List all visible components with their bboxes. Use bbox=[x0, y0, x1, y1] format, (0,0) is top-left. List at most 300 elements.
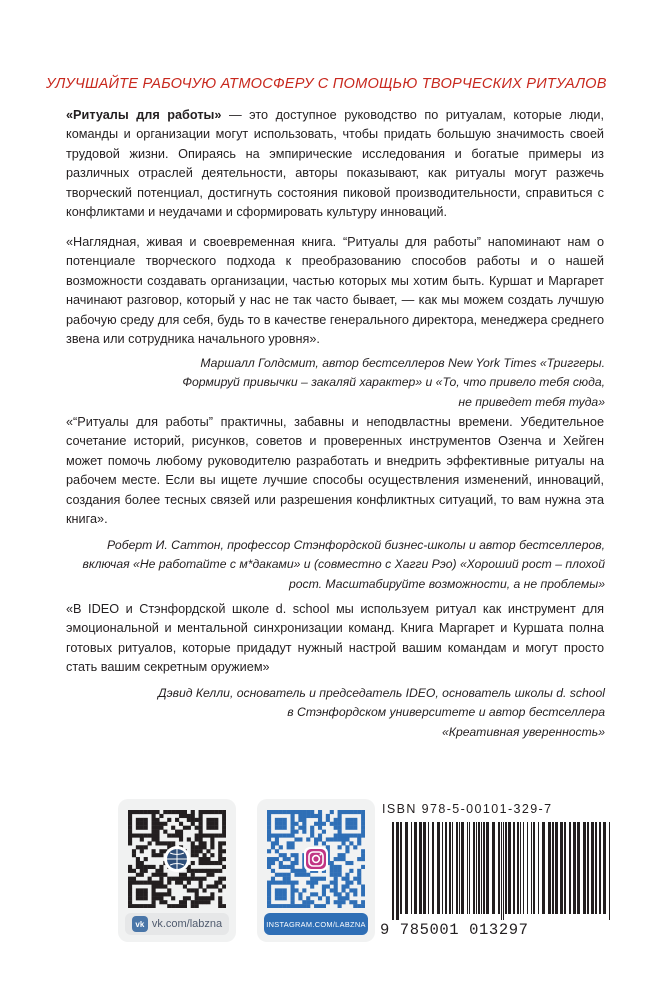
qr-module bbox=[283, 873, 287, 877]
qr-module bbox=[144, 818, 148, 822]
qr-module bbox=[291, 888, 295, 892]
qr-module bbox=[167, 888, 171, 892]
qr-module bbox=[341, 877, 345, 881]
qr-module bbox=[306, 900, 310, 904]
barcode-bar bbox=[548, 822, 551, 914]
qr-module bbox=[199, 881, 203, 885]
qr-module bbox=[210, 853, 214, 857]
qr-module bbox=[271, 861, 275, 865]
qr-module bbox=[318, 877, 322, 881]
qr-module bbox=[171, 810, 175, 814]
qr-module bbox=[195, 834, 199, 838]
qr-module bbox=[287, 841, 291, 845]
qr-module bbox=[159, 892, 163, 896]
qr-module bbox=[334, 869, 338, 873]
qr-module bbox=[287, 904, 291, 908]
qr-module bbox=[330, 810, 334, 814]
barcode-bar bbox=[461, 822, 464, 914]
barcode-bar bbox=[564, 822, 566, 914]
qr-module bbox=[136, 818, 140, 822]
vk-qr-code[interactable] bbox=[128, 810, 226, 908]
barcode-digits: 9 785001 013297 bbox=[380, 921, 529, 939]
barcode-bar bbox=[486, 822, 489, 914]
instagram-link[interactable] bbox=[264, 913, 368, 935]
qr-module bbox=[187, 869, 191, 873]
qr-module bbox=[136, 896, 140, 900]
qr-module bbox=[218, 845, 222, 849]
qr-module bbox=[310, 830, 314, 834]
qr-module bbox=[206, 884, 210, 888]
qr-module bbox=[361, 830, 365, 834]
qr-module bbox=[206, 834, 210, 838]
vk-qr-card[interactable] bbox=[118, 799, 236, 942]
qr-module bbox=[222, 822, 226, 826]
qr-module bbox=[291, 845, 295, 849]
qr-module bbox=[144, 881, 148, 885]
qr-module bbox=[202, 877, 206, 881]
barcode-bar bbox=[609, 822, 610, 920]
qr-module bbox=[222, 865, 226, 869]
qr-module bbox=[298, 837, 302, 841]
qr-module bbox=[279, 826, 283, 830]
qr-module bbox=[144, 834, 148, 838]
qr-module bbox=[341, 834, 345, 838]
qr-module bbox=[353, 877, 357, 881]
qr-module bbox=[191, 869, 195, 873]
qr-module bbox=[302, 830, 306, 834]
qr-module bbox=[294, 888, 298, 892]
qr-module bbox=[338, 845, 342, 849]
barcode-bar bbox=[396, 822, 399, 920]
qr-module bbox=[163, 900, 167, 904]
qr-module bbox=[267, 881, 271, 885]
qr-module bbox=[271, 857, 275, 861]
vk-logo-icon: vk bbox=[132, 916, 148, 932]
qr-module bbox=[353, 826, 357, 830]
barcode-bar bbox=[591, 822, 594, 914]
qr-module bbox=[334, 818, 338, 822]
barcode-bar bbox=[505, 822, 507, 914]
qr-module bbox=[136, 810, 140, 814]
qr-module bbox=[140, 849, 144, 853]
qr-module bbox=[202, 845, 206, 849]
qr-module bbox=[210, 834, 214, 838]
qr-module bbox=[199, 845, 203, 849]
qr-module bbox=[140, 834, 144, 838]
qr-module bbox=[275, 822, 279, 826]
qr-module bbox=[199, 826, 203, 830]
qr-module bbox=[140, 822, 144, 826]
qr-module bbox=[136, 865, 140, 869]
qr-module bbox=[199, 877, 203, 881]
qr-module bbox=[163, 822, 167, 826]
qr-module bbox=[345, 822, 349, 826]
barcode-bar bbox=[481, 822, 482, 914]
qr-module bbox=[334, 888, 338, 892]
qr-module bbox=[310, 834, 314, 838]
qr-module bbox=[214, 818, 218, 822]
attribution-line: в Стэнфордском университете и автор бестселлера bbox=[287, 705, 605, 720]
qr-module bbox=[202, 900, 206, 904]
qr-module bbox=[334, 873, 338, 877]
qr-module bbox=[357, 904, 361, 908]
qr-module bbox=[306, 810, 310, 814]
qr-module bbox=[140, 888, 144, 892]
qr-module bbox=[210, 822, 214, 826]
qr-module bbox=[144, 826, 148, 830]
qr-module bbox=[294, 822, 298, 826]
qr-module bbox=[361, 822, 365, 826]
qr-module bbox=[361, 826, 365, 830]
qr-module bbox=[267, 814, 271, 818]
qr-module bbox=[152, 865, 156, 869]
review-attribution-1 bbox=[65, 354, 605, 412]
qr-module bbox=[310, 892, 314, 896]
qr-module bbox=[353, 834, 357, 838]
qr-module bbox=[163, 892, 167, 896]
qr-module bbox=[183, 904, 187, 908]
qr-module bbox=[318, 837, 322, 841]
qr-module bbox=[195, 845, 199, 849]
qr-module bbox=[167, 841, 171, 845]
qr-module bbox=[267, 892, 271, 896]
qr-module bbox=[318, 834, 322, 838]
qr-module bbox=[310, 810, 314, 814]
barcode-bar bbox=[583, 822, 586, 914]
barcode-bar bbox=[473, 822, 475, 914]
qr-module bbox=[218, 841, 222, 845]
qr-module bbox=[291, 892, 295, 896]
qr-module bbox=[218, 881, 222, 885]
qr-module bbox=[275, 837, 279, 841]
qr-module bbox=[326, 900, 330, 904]
qr-module bbox=[361, 810, 365, 814]
qr-module bbox=[310, 884, 314, 888]
barcode-bar bbox=[527, 822, 528, 914]
qr-module bbox=[152, 873, 156, 877]
qr-module bbox=[334, 865, 338, 869]
qr-module bbox=[155, 826, 159, 830]
barcode-bar bbox=[483, 822, 485, 914]
qr-module bbox=[341, 884, 345, 888]
qr-module bbox=[271, 841, 275, 845]
isbn-label: ISBN 978-5-00101-329-7 bbox=[382, 802, 553, 816]
barcode-bar bbox=[538, 822, 539, 914]
qr-module bbox=[159, 877, 163, 881]
qr-module bbox=[152, 837, 156, 841]
qr-module bbox=[167, 818, 171, 822]
qr-module bbox=[279, 861, 283, 865]
qr-module bbox=[206, 873, 210, 877]
qr-module bbox=[202, 861, 206, 865]
qr-module bbox=[271, 869, 275, 873]
qr-module bbox=[279, 818, 283, 822]
qr-module bbox=[183, 900, 187, 904]
qr-module bbox=[283, 818, 287, 822]
qr-module bbox=[132, 877, 136, 881]
qr-module bbox=[191, 904, 195, 908]
qr-module bbox=[353, 845, 357, 849]
qr-module bbox=[318, 822, 322, 826]
qr-module bbox=[155, 810, 159, 814]
qr-module bbox=[128, 884, 132, 888]
qr-module bbox=[326, 845, 330, 849]
qr-module bbox=[144, 892, 148, 896]
qr-module bbox=[199, 861, 203, 865]
qr-module bbox=[144, 857, 148, 861]
qr-module bbox=[349, 818, 353, 822]
qr-module bbox=[132, 810, 136, 814]
qr-module bbox=[349, 900, 353, 904]
qr-module bbox=[338, 869, 342, 873]
qr-module bbox=[187, 814, 191, 818]
qr-module bbox=[334, 822, 338, 826]
qr-module bbox=[218, 896, 222, 900]
qr-module bbox=[353, 900, 357, 904]
barcode-bar bbox=[405, 822, 408, 914]
qr-module bbox=[199, 896, 203, 900]
attribution-line: «Креативная уверенность» bbox=[442, 724, 605, 739]
qr-module bbox=[128, 841, 132, 845]
qr-module bbox=[195, 900, 199, 904]
qr-module bbox=[345, 892, 349, 896]
barcode-bar bbox=[411, 822, 412, 914]
qr-module bbox=[338, 837, 342, 841]
qr-module bbox=[128, 830, 132, 834]
qr-module bbox=[171, 896, 175, 900]
qr-module bbox=[214, 826, 218, 830]
qr-module bbox=[291, 896, 295, 900]
barcode-bar bbox=[523, 822, 524, 914]
qr-module bbox=[361, 857, 365, 861]
qr-module bbox=[183, 873, 187, 877]
qr-module bbox=[155, 834, 159, 838]
qr-module bbox=[283, 822, 287, 826]
headline: УЛУЧШАЙТЕ РАБОЧУЮ АТМОСФЕРУ С ПОМОЩЬЮ ТВОРЧЕСКИХ РИТУАЛОВ bbox=[46, 76, 607, 92]
qr-module bbox=[326, 818, 330, 822]
qr-module bbox=[210, 845, 214, 849]
qr-module bbox=[148, 865, 152, 869]
qr-module bbox=[218, 877, 222, 881]
qr-module bbox=[306, 904, 310, 908]
qr-module bbox=[167, 892, 171, 896]
qr-module bbox=[191, 845, 195, 849]
qr-module bbox=[267, 888, 271, 892]
qr-module bbox=[294, 861, 298, 865]
barcode-bar bbox=[577, 822, 580, 914]
qr-module bbox=[214, 881, 218, 885]
qr-module bbox=[338, 900, 342, 904]
qr-module bbox=[330, 861, 334, 865]
qr-module bbox=[310, 826, 314, 830]
qr-module bbox=[191, 888, 195, 892]
qr-module bbox=[144, 888, 148, 892]
qr-module bbox=[267, 865, 271, 869]
qr-module bbox=[132, 904, 136, 908]
qr-module bbox=[361, 904, 365, 908]
qr-module bbox=[152, 884, 156, 888]
qr-module bbox=[283, 810, 287, 814]
qr-module bbox=[291, 834, 295, 838]
barcode-bar bbox=[423, 822, 426, 914]
qr-module bbox=[334, 826, 338, 830]
qr-module bbox=[214, 822, 218, 826]
qr-module bbox=[195, 877, 199, 881]
qr-module bbox=[271, 845, 275, 849]
qr-module bbox=[314, 814, 318, 818]
review-quote-1: «Наглядная, живая и своевременная книга. “Ритуалы для работы” напоминают нам о потенциале творческого подхода к преобразованию способов работы и о нашей возможности создавать организации, частью которых мы хотим быть. Куршат и Маргарет начинают разговор, который у нас не так часто бывает, — как мы можем создать лучшую рабочую среду для себя, будь то в качестве генерального директора, менеджера среднего звена или сотрудника начального уровня». bbox=[66, 235, 604, 347]
qr-module bbox=[155, 818, 159, 822]
qr-module bbox=[357, 810, 361, 814]
qr-module bbox=[357, 841, 361, 845]
qr-module bbox=[349, 869, 353, 873]
qr-module bbox=[361, 892, 365, 896]
qr-module bbox=[334, 834, 338, 838]
qr-module bbox=[210, 892, 214, 896]
qr-module bbox=[187, 837, 191, 841]
qr-module bbox=[330, 865, 334, 869]
qr-module bbox=[302, 814, 306, 818]
qr-module bbox=[291, 900, 295, 904]
qr-module bbox=[291, 826, 295, 830]
qr-module bbox=[287, 873, 291, 877]
qr-module bbox=[202, 841, 206, 845]
qr-module bbox=[199, 837, 203, 841]
qr-module bbox=[210, 826, 214, 830]
qr-module bbox=[267, 830, 271, 834]
barcode-bar bbox=[437, 822, 440, 914]
instagram-qr-card[interactable] bbox=[257, 799, 375, 942]
qr-module bbox=[314, 904, 318, 908]
qr-module bbox=[148, 834, 152, 838]
qr-module bbox=[179, 810, 183, 814]
vk-link[interactable] bbox=[125, 913, 229, 935]
barcode-bar bbox=[492, 822, 495, 914]
qr-module bbox=[132, 834, 136, 838]
qr-module bbox=[267, 900, 271, 904]
qr-module bbox=[302, 888, 306, 892]
qr-module bbox=[283, 857, 287, 861]
qr-module bbox=[183, 884, 187, 888]
qr-module bbox=[361, 814, 365, 818]
attribution-line: Роберт И. Саттон, профессор Стэнфордской бизнес-школы и автор бестселлеров, bbox=[106, 538, 605, 552]
qr-module bbox=[210, 884, 214, 888]
qr-module bbox=[155, 837, 159, 841]
qr-module bbox=[302, 810, 306, 814]
qr-module bbox=[361, 849, 365, 853]
qr-module bbox=[271, 877, 275, 881]
qr-module bbox=[334, 877, 338, 881]
qr-module bbox=[195, 849, 199, 853]
barcode-bar bbox=[533, 822, 535, 914]
qr-module bbox=[318, 810, 322, 814]
qr-module bbox=[318, 814, 322, 818]
qr-module bbox=[152, 834, 156, 838]
qr-module bbox=[206, 818, 210, 822]
qr-module bbox=[175, 834, 179, 838]
qr-module bbox=[206, 861, 210, 865]
qr-module bbox=[183, 810, 187, 814]
qr-module bbox=[334, 884, 338, 888]
qr-module bbox=[159, 896, 163, 900]
barcode-bar bbox=[469, 822, 470, 914]
qr-module bbox=[144, 865, 148, 869]
attribution-line: не приведет тебя туда» bbox=[458, 394, 605, 409]
qr-module bbox=[218, 869, 222, 873]
qr-module bbox=[210, 837, 214, 841]
qr-module bbox=[302, 900, 306, 904]
qr-module bbox=[275, 888, 279, 892]
qr-module bbox=[136, 861, 140, 865]
qr-module bbox=[128, 826, 132, 830]
qr-module bbox=[206, 896, 210, 900]
qr-module bbox=[179, 814, 183, 818]
qr-module bbox=[279, 888, 283, 892]
qr-module bbox=[298, 904, 302, 908]
qr-module bbox=[155, 892, 159, 896]
qr-module bbox=[155, 873, 159, 877]
qr-module bbox=[291, 904, 295, 908]
qr-module bbox=[179, 822, 183, 826]
qr-module bbox=[341, 857, 345, 861]
qr-module bbox=[361, 834, 365, 838]
qr-module bbox=[302, 869, 306, 873]
barcode-bar bbox=[552, 822, 554, 914]
qr-module bbox=[195, 896, 199, 900]
qr-module bbox=[140, 881, 144, 885]
qr-module bbox=[271, 810, 275, 814]
qr-module bbox=[357, 857, 361, 861]
barcode-bar bbox=[478, 822, 480, 914]
qr-module bbox=[275, 881, 279, 885]
qr-module bbox=[267, 904, 271, 908]
qr-module bbox=[128, 834, 132, 838]
qr-module bbox=[195, 818, 199, 822]
instagram-qr-code[interactable] bbox=[267, 810, 365, 908]
qr-module bbox=[167, 881, 171, 885]
qr-module bbox=[140, 896, 144, 900]
barcode-bar bbox=[531, 822, 532, 914]
barcode-bar bbox=[428, 822, 429, 914]
qr-module bbox=[128, 904, 132, 908]
qr-module bbox=[349, 822, 353, 826]
qr-module bbox=[202, 853, 206, 857]
qr-module bbox=[140, 873, 144, 877]
qr-module bbox=[338, 810, 342, 814]
qr-module bbox=[345, 845, 349, 849]
qr-module bbox=[159, 822, 163, 826]
review-quote-3: «В IDEO и Стэнфордской школе d. school мы используем ритуал как инструмент для эмоциональной и ментальной синхронизации команд. Книга Маргарет и Куршата полна готовых ритуалов, которые придадут нужный настрой вашим командам и могут просто стать вашим секретным оружием» bbox=[66, 602, 604, 675]
qr-module bbox=[218, 853, 222, 857]
qr-module bbox=[279, 892, 283, 896]
qr-module bbox=[222, 810, 226, 814]
qr-module bbox=[291, 853, 295, 857]
qr-module bbox=[191, 822, 195, 826]
qr-module bbox=[144, 810, 148, 814]
qr-module bbox=[136, 892, 140, 896]
qr-module bbox=[294, 830, 298, 834]
vk-label: vk.com/labzna bbox=[151, 918, 223, 930]
qr-module bbox=[353, 818, 357, 822]
review-quote-2: «“Ритуалы для работы” практичны, забавны и неподвластны времени. Убедительное сочетание историй, рисунков, советов и проверенных инструментов Озенча и Хейген может помочь любому руководителю разработать и внедрить эффективные ритуалы на рабочем месте. Если вы ищете лучшие способы осуществления изменений, инноваций, создания более тесных связей или разрешения конфликтных ситуаций, то вам нужна эта книга». bbox=[66, 415, 604, 527]
qr-module bbox=[210, 818, 214, 822]
qr-module bbox=[302, 904, 306, 908]
qr-module bbox=[159, 900, 163, 904]
book-title: «Ритуалы для работы» bbox=[66, 108, 222, 122]
qr-module bbox=[210, 841, 214, 845]
qr-module bbox=[132, 881, 136, 885]
qr-module bbox=[298, 892, 302, 896]
